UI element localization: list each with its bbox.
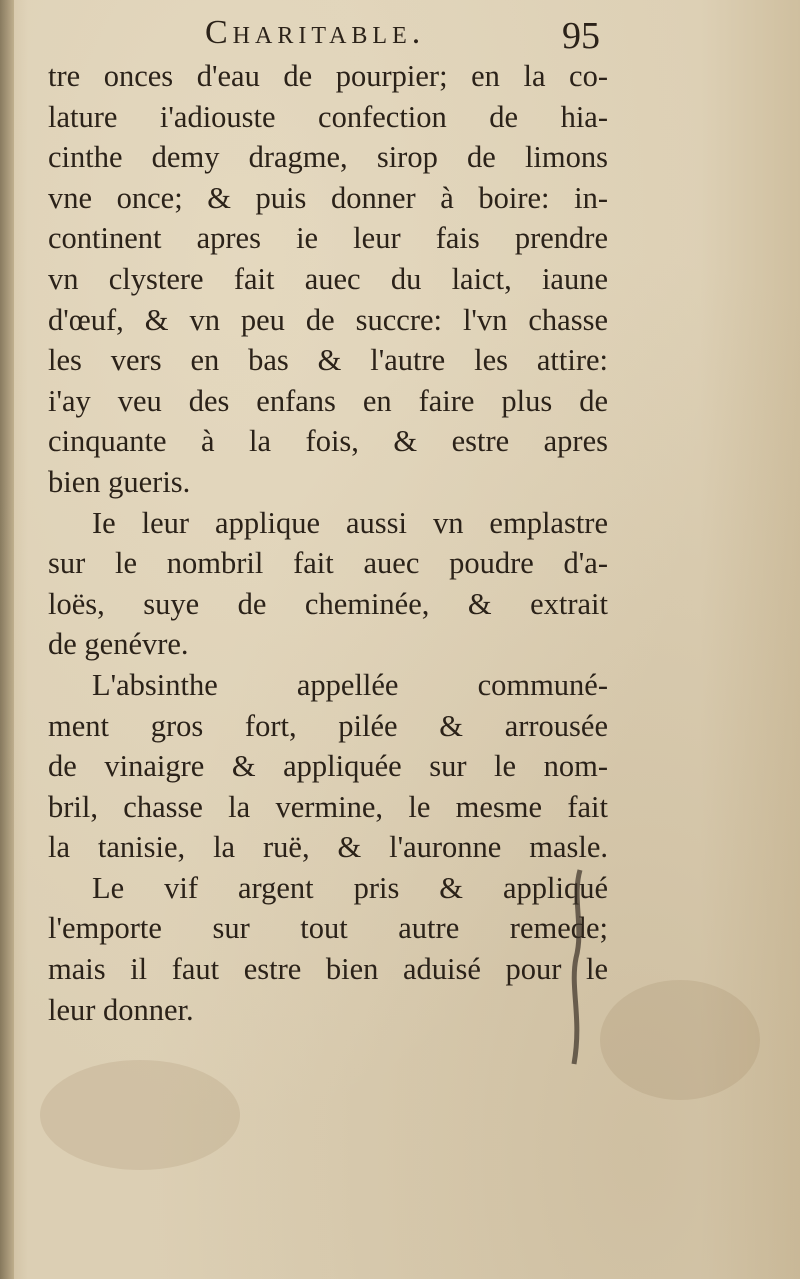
paragraph-start: Ie leur applique aussi vn emplastre [92,505,608,540]
text-line: la tanisie, la ruë, & l'auronne masle. [48,830,608,865]
text-line: bien gueris. [48,464,191,499]
paragraph-start: Le vif argent pris & appliqué [92,870,608,905]
text-line: les vers en bas & l'autre les attire: [48,343,608,378]
text-line: de vinaigre & appliquée sur le nom- [48,749,608,784]
text-line: tre onces d'eau de pourpier; en la co- [48,59,608,93]
text-line: ment gros fort, pilée & arrousée [48,708,608,743]
text-line: sur le nombril fait auec poudre d'a- [48,546,608,581]
text-line: continent apres ie leur fais prendre [48,221,608,256]
text-line: vn clystere fait auec du laict, iaune [48,261,608,296]
text-line: mais il faut estre bien aduisé pour le [48,952,608,987]
text-line: vne once; & puis donner à boire: in- [48,180,608,215]
text-line: lature i'adiouste confection de hia- [48,99,608,134]
paper-stain [40,1060,240,1170]
text-line: l'emporte sur tout autre remede; [48,911,608,946]
text-line: leur donner. [48,992,194,1027]
running-title: Charitable. [205,14,426,51]
body-text [48,56,608,1030]
paragraph-start: L'absinthe appellée communé- [92,667,608,702]
text-line: cinthe demy dragme, sirop de limons [48,140,608,175]
binding-gutter [0,0,14,1279]
text-line: d'œuf, & vn peu de succre: l'vn chasse [48,302,608,337]
text-line: cinquante à la fois, & estre apres [48,424,608,459]
ink-smudge [562,868,592,1068]
running-head [0,10,800,58]
text-line: i'ay veu des enfans en faire plus de [48,383,608,418]
text-line: bril, chasse la vermine, le mesme fait [48,789,608,824]
paper-stain [600,980,760,1100]
text-line: loës, suye de cheminée, & extrait [48,586,608,621]
page-number: 95 [562,15,600,57]
text-line: de genévre. [48,627,189,662]
